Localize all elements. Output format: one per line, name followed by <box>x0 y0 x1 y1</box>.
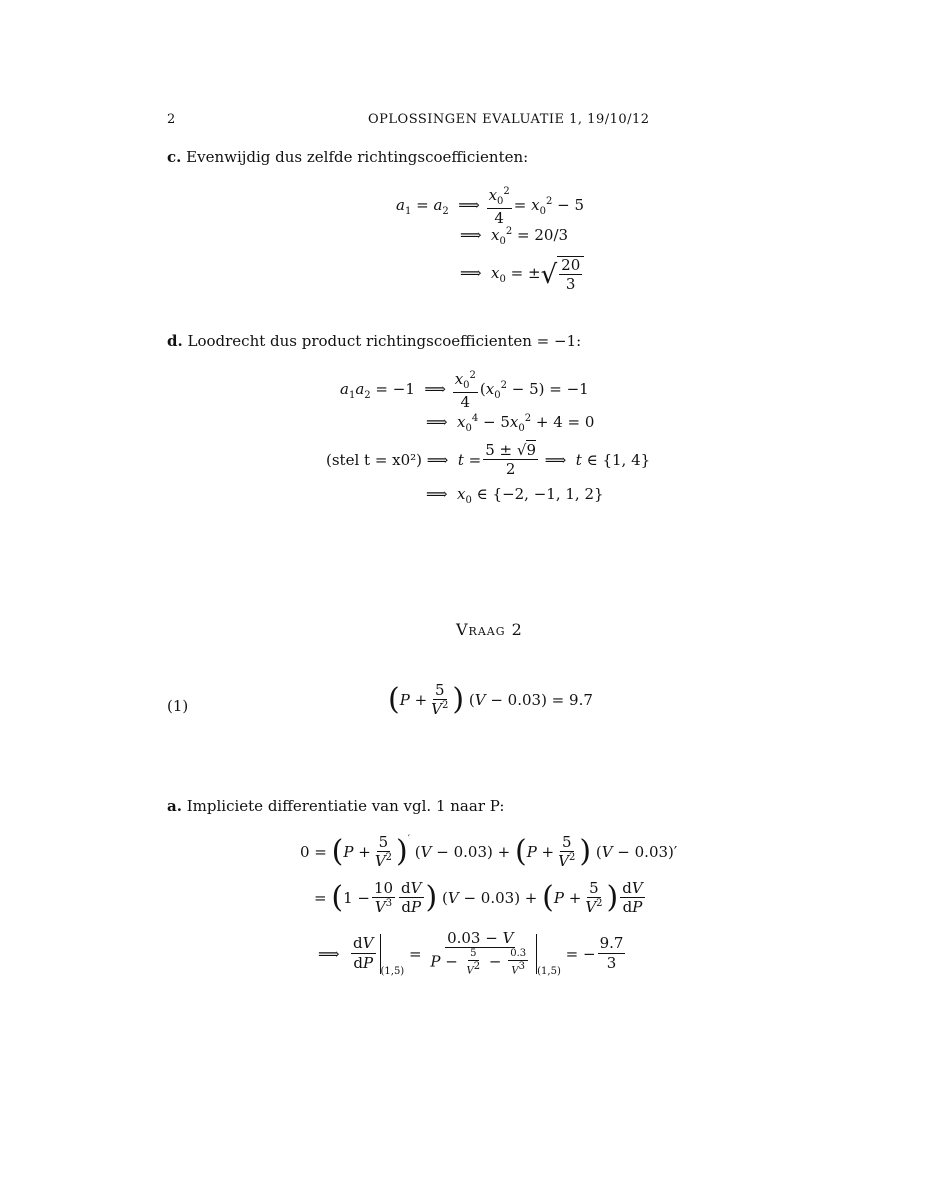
part-c-heading <box>167 148 528 166</box>
equation-1: ( P + $\frac{5}{V^2}$ ) (V − 0.03) = 9.7 <box>388 681 593 719</box>
part-c-text: Evenwijdig dus zelfde richtingscoefficienten: <box>186 148 529 166</box>
equation-d-line2: ⟹ $x_0^4 - 5x_0^2 + 4 = 0$ <box>426 413 595 434</box>
substitution-label: (stel t = x0²) <box>326 451 423 470</box>
equation-c-line3: ⟹ $x_0$ = ± √ $\frac{20}{3}$ <box>460 256 586 293</box>
equation-a-line2: = ( 1 − $\frac{10}{V^3}$ $\frac{dV}{dP}$ ) (V − 0.03) + ( P + $\frac{5}{V^2}$ ) $\frac{dV}{dP}$ <box>314 879 643 917</box>
equation-c-line1: $a_1 = a_2$ ⟹ $\frac{x_0^2}{4}$ = $x_0^2 - 5$ <box>396 186 585 227</box>
page-number: 2 <box>167 112 176 127</box>
part-d-label: d. <box>167 332 183 350</box>
equation-c-line2: ⟹ $x_0^2 = 20/3$ <box>460 226 569 247</box>
part-d-text: Loodrecht dus product richtingscoefficienten = −1: <box>187 332 582 350</box>
equation-d-line3: (stel t = x0²) ⟹ t = $\frac{5 \pm √9}{2}$ ⟹ t ∈ {1, 4} <box>326 441 651 479</box>
part-c-label: c. <box>167 148 182 166</box>
running-title: OPLOSSINGEN EVALUATIE 1, 19/10/12 <box>368 112 650 127</box>
equation-d-line1: $a_1a_2 = -1$ ⟹ $\frac{x_0^2}{4}$ $(x_0^2 - 5) = -1$ <box>340 370 589 411</box>
equation-a-line3: ⟹ $\frac{dV}{dP}$ (1,5) = 0.03 − V P − $\frac{5}{V^2}$ − $\frac{0.3}{V^3}$ (1,5) = − $\frac{9.7}{3}$ <box>318 929 624 978</box>
part-d-heading <box>167 332 581 350</box>
equation-a-line1: 0 = ( P + $\frac{5}{V^2}$ ) ′ (V − 0.03) + ( P + $\frac{5}{V^2}$ ) (V − 0.03)′ <box>300 833 678 871</box>
equation-number: (1) <box>167 697 189 715</box>
equation-d-line4: ⟹ $x_0$ ∈ {−2, −1, 1, 2} <box>426 485 604 506</box>
part-a-heading <box>167 797 504 815</box>
part-a-label: a. <box>167 797 182 815</box>
part-a-text: Impliciete differentiatie van vgl. 1 naar P: <box>186 797 505 815</box>
section-title: Vraag 2 <box>456 620 523 639</box>
